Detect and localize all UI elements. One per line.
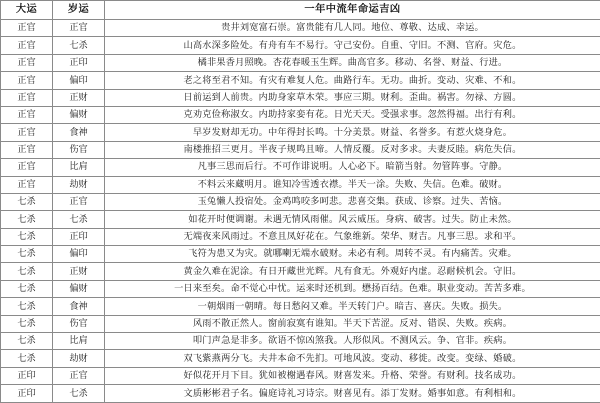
cell-fortune: 好似花开月下目。犹如被榭遇春风。财喜发来。升格、荣誉。有财利。技名成功。 xyxy=(105,367,600,384)
cell-dayun: 七杀 xyxy=(1,228,53,245)
cell-suiyun: 伤官 xyxy=(53,141,105,158)
table-row xyxy=(1,37,600,54)
cell-fortune: 叩门声急是非多。欲语不惊凶煞我。人形似风。不测风云。争、官非。疾病。 xyxy=(105,333,600,350)
cell-dayun: 七杀 xyxy=(1,298,53,315)
cell-suiyun: 正财 xyxy=(53,263,105,280)
cell-dayun: 正官 xyxy=(1,20,53,37)
cell-suiyun: 偏印 xyxy=(53,72,105,89)
table-row xyxy=(1,89,600,106)
cell-dayun: 正官 xyxy=(1,54,53,71)
cell-dayun: 正官 xyxy=(1,106,53,123)
cell-dayun: 七杀 xyxy=(1,315,53,332)
cell-suiyun: 七杀 xyxy=(53,385,105,402)
table-row xyxy=(1,176,600,193)
cell-suiyun: 偏财 xyxy=(53,106,105,123)
cell-fortune: 橘非果香月照晚。杏花春暖玉生辉。曲高官多。移动、名誉、财益、行进。 xyxy=(105,54,600,71)
table-row xyxy=(1,333,600,350)
table-row xyxy=(1,124,600,141)
cell-dayun: 七杀 xyxy=(1,350,53,367)
cell-suiyun: 伤官 xyxy=(53,315,105,332)
cell-dayun: 正官 xyxy=(1,37,53,54)
table-row xyxy=(1,350,600,367)
cell-dayun: 七杀 xyxy=(1,211,53,228)
cell-suiyun: 比肩 xyxy=(53,159,105,176)
cell-fortune: 一日来至矣。命不觉心中忧。运来时还机到。懋扬百结。色难。职业变动。苦苦多难。 xyxy=(105,280,600,297)
cell-fortune: 山高水深多险处。有舟有车不易行。守己安份。自重、守旧。不测、官府。灾危。 xyxy=(105,37,600,54)
cell-dayun: 正印 xyxy=(1,385,53,402)
table-row xyxy=(1,54,600,71)
column-header-fortune: 一年中流年命运吉凶 xyxy=(105,1,600,20)
table-row xyxy=(1,367,600,384)
cell-suiyun: 食神 xyxy=(53,298,105,315)
cell-suiyun: 食神 xyxy=(53,124,105,141)
cell-suiyun: 正印 xyxy=(53,228,105,245)
cell-suiyun: 正官 xyxy=(53,193,105,210)
cell-dayun: 正官 xyxy=(1,159,53,176)
cell-dayun: 正印 xyxy=(1,367,53,384)
cell-dayun: 七杀 xyxy=(1,333,53,350)
column-header-suiyun: 岁运 xyxy=(53,1,105,20)
cell-dayun: 正官 xyxy=(1,141,53,158)
cell-dayun: 正官 xyxy=(1,72,53,89)
cell-suiyun: 正官 xyxy=(53,20,105,37)
table-row xyxy=(1,193,600,210)
cell-fortune: 早岁发财却无功。中年得封长鸣。十分美景。财益、名誉多。有惹火烧身危。 xyxy=(105,124,600,141)
cell-dayun: 七杀 xyxy=(1,246,53,263)
cell-dayun: 七杀 xyxy=(1,193,53,210)
cell-suiyun: 正印 xyxy=(53,54,105,71)
cell-suiyun: 偏财 xyxy=(53,280,105,297)
cell-dayun: 正官 xyxy=(1,124,53,141)
table-row xyxy=(1,20,600,37)
cell-suiyun: 偏印 xyxy=(53,246,105,263)
cell-suiyun: 正财 xyxy=(53,89,105,106)
table-row xyxy=(1,211,600,228)
cell-fortune: 文质彬彬君子名。偏庭诗礼习诗宗。财喜见有。添丁发财。婚事如意。有利相和。 xyxy=(105,385,600,402)
cell-dayun: 七杀 xyxy=(1,280,53,297)
cell-suiyun: 七杀 xyxy=(53,211,105,228)
cell-fortune: 克劝克俭称淑女。内助持家娈有花。日光天天。受强求事。忽然得福。出行有利。 xyxy=(105,106,600,123)
table-header-row xyxy=(1,1,600,20)
cell-fortune: 双飞紫燕两分飞。夫井本命不先扪。可地风波。变动、移徙。改变。变绿、婚破。 xyxy=(105,350,600,367)
table-row xyxy=(1,298,600,315)
cell-fortune: 凡事三思而后行。不可作诽说明。人心必下。暗箭当射。勿管阵事。守静。 xyxy=(105,159,600,176)
table-row xyxy=(1,72,600,89)
cell-fortune: 玉兔懒人投宿处。金鸡鸣咬多呵悲。悲喜交集。获成、诊察。过失、苦恼。 xyxy=(105,193,600,210)
cell-fortune: 老之将至君不知。有灾有难复人危。曲路行车。无功。曲折。变动、灾难、不和。 xyxy=(105,72,600,89)
cell-fortune: 风雨不散正然人。窗前寂寞有谁知。半天下苦涩。反对、错误、失败。疾病。 xyxy=(105,315,600,332)
table-row xyxy=(1,315,600,332)
cell-fortune: 贵井刘宽富石崇。富贵能有几人同。地位、尊敬、达成、幸运。 xyxy=(105,20,600,37)
table-row xyxy=(1,141,600,158)
table-row xyxy=(1,280,600,297)
cell-fortune: 不料云来藏明月。谁知冷雪透衣襟。半天一涂。失败、失信。色难。破财。 xyxy=(105,176,600,193)
cell-dayun: 正官 xyxy=(1,176,53,193)
table-header xyxy=(1,1,600,20)
cell-fortune: 日前运到人前贵。内助身家草木荣。事应三期。财利。歪曲。祸害。勿禄、方圆。 xyxy=(105,89,600,106)
cell-suiyun: 劫财 xyxy=(53,350,105,367)
cell-fortune: 无端夜来风雨过。不意且凤好花在。气象维新。荣华、财吉。凡事三思。求和平。 xyxy=(105,228,600,245)
column-header-dayun: 大运 xyxy=(1,1,53,20)
table-row xyxy=(1,385,600,402)
table-body xyxy=(1,20,600,403)
cell-fortune: 如花开时便调谢。未遇无情风雨催。风云威压。身病、破害。过失。防止未然。 xyxy=(105,211,600,228)
cell-fortune: 南楼推招三更月。半夜子规鸣且啼。人情反覆。反对多求。夫妻反睦。病危失信。 xyxy=(105,141,600,158)
table-row xyxy=(1,159,600,176)
cell-fortune: 一朝烟雨一朝晴。每日愁闷又难。半天转门户。暗吉、喜庆。失败。损失。 xyxy=(105,298,600,315)
cell-suiyun: 比肩 xyxy=(53,333,105,350)
cell-suiyun: 七杀 xyxy=(53,37,105,54)
table-row xyxy=(1,228,600,245)
cell-dayun: 七杀 xyxy=(1,263,53,280)
cell-dayun: 正官 xyxy=(1,89,53,106)
cell-suiyun: 正官 xyxy=(53,367,105,384)
cell-fortune: 黄金久难在泥涂。有日开藏世光辉。凡有食无。外观好内虚。忍耐候机会。守旧。 xyxy=(105,263,600,280)
table-row xyxy=(1,263,600,280)
table-row xyxy=(1,246,600,263)
table-row xyxy=(1,106,600,123)
cell-fortune: 飞符为患又为灾。就哪喇无端水破财。未必有利。周转不灵。有内痛苦。灾难。 xyxy=(105,246,600,263)
cell-suiyun: 劫财 xyxy=(53,176,105,193)
